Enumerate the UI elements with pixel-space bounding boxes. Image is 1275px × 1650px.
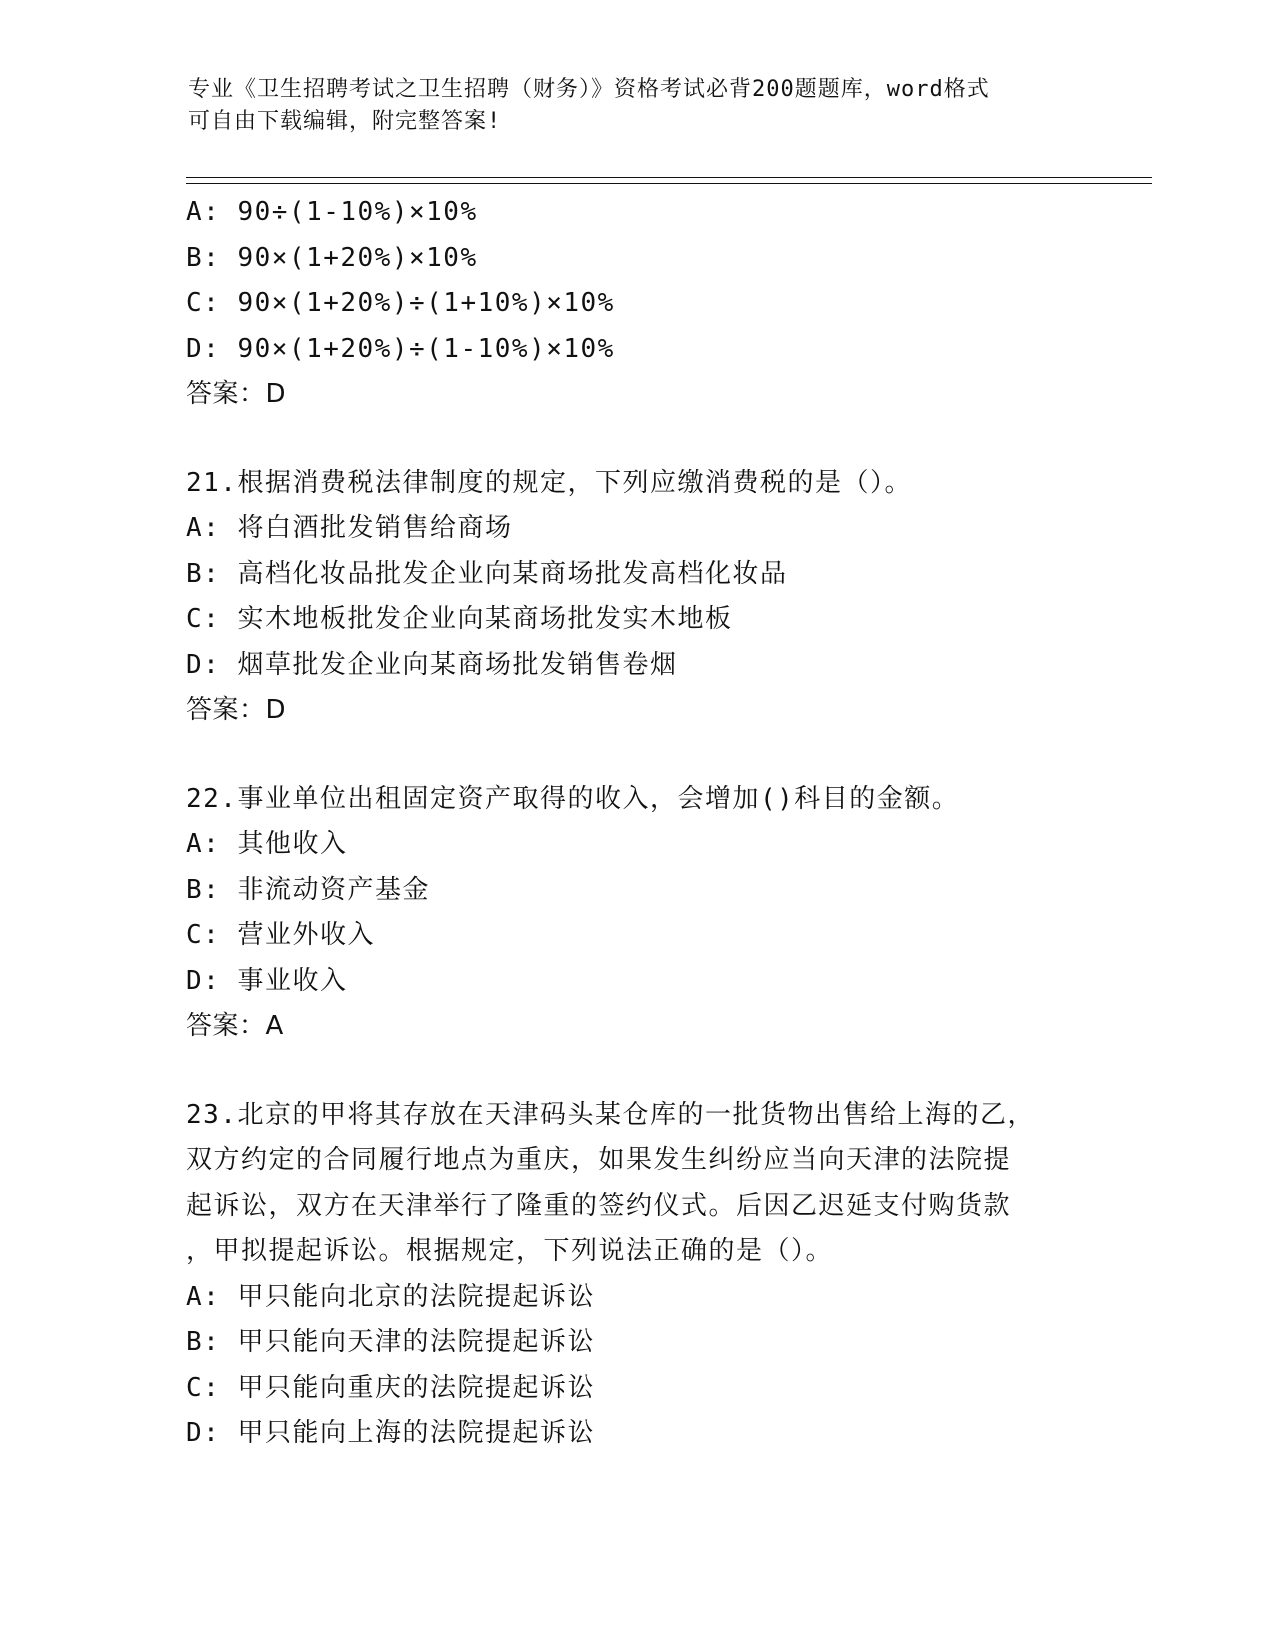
answer: 答案：D <box>186 379 287 409</box>
spacer <box>186 734 1086 777</box>
question-23-block <box>186 1093 1086 1457</box>
option-b: B: 高档化妆品批发企业向某商场批发高档化妆品 <box>186 558 788 589</box>
option-c: C: 营业外收入 <box>186 920 375 950</box>
header-title-line-2: 可自由下载编辑，附完整答案! <box>188 109 502 134</box>
document-header <box>188 74 1068 138</box>
option-a: A: 90÷(1-10%)×10% <box>186 197 478 227</box>
option-a: A: 其他收入 <box>186 829 348 859</box>
option-d: D: 甲只能向上海的法院提起诉讼 <box>186 1418 595 1448</box>
question-stem: 21.根据消费税法律制度的规定，下列应缴消费税的是（）。 <box>186 467 912 498</box>
header-divider-top <box>186 177 1152 178</box>
option-c: C: 90×(1+20%)÷(1+10%)×10% <box>186 288 615 318</box>
option-a: A: 将白酒批发销售给商场 <box>186 513 513 543</box>
question-stem-line: 23.北京的甲将其存放在天津码头某仓库的一批货物出售给上海的乙， <box>186 1099 1035 1130</box>
question-list <box>186 190 1086 1457</box>
spacer <box>186 418 1086 461</box>
option-d: D: 90×(1+20%)÷(1-10%)×10% <box>186 333 615 364</box>
question-stem: 22.事业单位出租固定资产取得的收入，会增加()科目的金额。 <box>186 783 960 814</box>
option-d: D: 烟草批发企业向某商场批发销售卷烟 <box>186 649 678 680</box>
option-d: D: 事业收入 <box>186 965 348 996</box>
option-b: B: 非流动资产基金 <box>186 874 430 905</box>
header-title-line-1: 专业《卫生招聘考试之卫生招聘（财务）》资格考试必背200题题库，word格式 <box>188 77 990 102</box>
question-22-block <box>186 777 1086 1050</box>
question-stem-line: 双方约定的合同履行地点为重庆，如果发生纠纷应当向天津的法院提 <box>186 1145 1012 1175</box>
spacer <box>186 1050 1086 1093</box>
question-20-block <box>186 190 1086 418</box>
answer: 答案：A <box>186 1011 284 1041</box>
question-stem-line: ，甲拟提起诉讼。根据规定，下列说法正确的是（）。 <box>186 1236 834 1266</box>
question-stem-line: 起诉讼，双方在天津举行了隆重的签约仪式。后因乙迟延支付购货款 <box>186 1190 1012 1221</box>
question-21-block <box>186 461 1086 734</box>
answer: 答案：D <box>186 695 287 725</box>
option-b: B: 90×(1+20%)×10% <box>186 242 478 273</box>
option-c: C: 实木地板批发企业向某商场批发实木地板 <box>186 604 733 634</box>
option-b: B: 甲只能向天津的法院提起诉讼 <box>186 1327 595 1357</box>
header-divider-bottom <box>186 183 1152 184</box>
option-a: A: 甲只能向北京的法院提起诉讼 <box>186 1281 595 1312</box>
option-c: C: 甲只能向重庆的法院提起诉讼 <box>186 1372 595 1403</box>
